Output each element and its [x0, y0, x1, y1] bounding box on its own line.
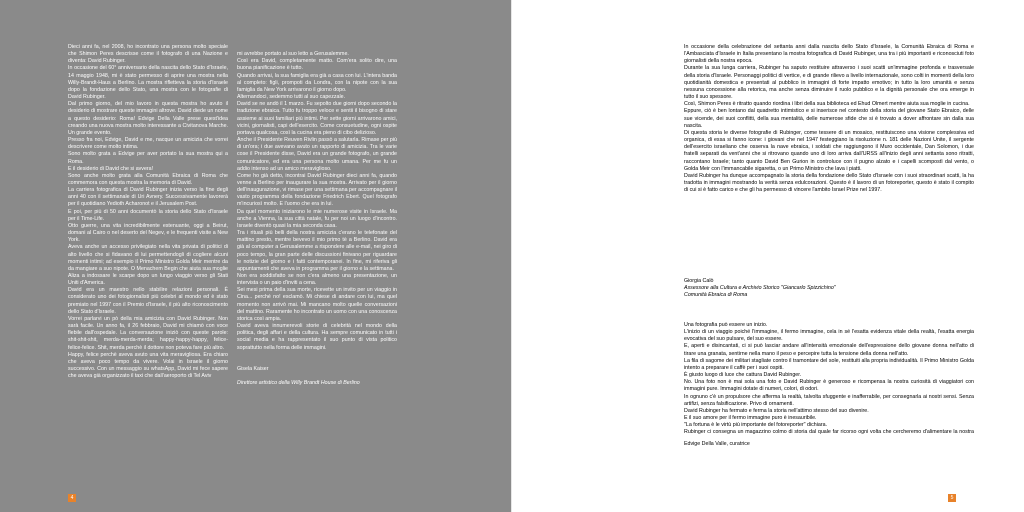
right-page-curator-text: Una fotografia può essere un inizio. L'inizio di un viaggio poiché l'immagine, il fermo immagine, cela in sé l'esatta evidenza vitale della realtà, l'esatta energia evocativa del suo pulsare, del suo essere. E, aperti e disincantati, ci si può lasciar andare all'intensità emozionale dell'espressione dello giovane donna nell'atto di tirare una granata, sentirne nella mano il peso e percepire tutta la tensione della donna nell'atto. La fila di sagome dei militari stagliate contro il tramontare del sole, restituiti alla propria individualità. Il Primo Ministro Golda intento a preparare il caffè per i suoi ospiti. È giusto luogo di luce che cattura David Rubinger. No. Una foto non è mai sola una foto e David Rubinger è generoso e ricompensa la nostra curiosità di viaggiatori con immagini pure. Immagini dotate di numeri, colori, di odori. In ognuno c'è un propulsore che afferma la realtà, talvolta sfuggente e inafferrabile, per consegnarla ai nostri sensi. Senza artifizi, senza falsificazione. Privo di ornamenti. David Rubinger ha fermato e ferma la storia nell'attimo stesso del suo divenire. E il suo amore per il fermo immagine puro è inesauribile. "La fortuna è le virtù più importante del fotoreporter" dichiara. Rubinger ci consegna un magazzino colmo di storia dal quale far ricorso ogni volta che cercheremo d'alimentare la nostra: [684, 322, 974, 434]
left-page-column-2: [237, 44, 397, 474]
signature-name: Gisela Kaiser: [237, 365, 269, 372]
left-page-column-1: Dieci anni fa, nel 2008, ho incontrato una persona molto speciale che Shimon Peres descrisse come il fotografo di una Nazione e diventa: David Rubinger. In occasione del 60° anniversario della nascita dello Stato d'Israele, 14 maggio 1948, mi è stato permesso di aprire una mostra nella Willy-Brandt-Haus a Berlino. La mostra rifletteva la storia d'Israele dopo la fondazione dello Stato, una mostra con le fotografie di David Rubinger. Dal primo giorno, del mio lavoro in questa mostra ho avuto il desiderio di mostrare queste immagini altrove. David diede un nome a questo desiderio: Roma! Edvige Della Valle prese quest'idea creando una nuova mostra molto interessante a Civitanova Marche. Un grande evento. Presso fra noi, Edvige, David e me, nacque un amicizia che vorrei descrivere come molto intima. Sono molto grata a Edvige per aver portato la sua mostra qui a Roma. E il desiderio di David che si avvera! Sono anche molto grata alla Comunità Ebraica di Roma che commemora con questa mostra la memoria di David. La carriera fotografica di David Rubinger inizia verso la fine degli anni 40 con il settimanale di Uri Avnery. Successivamente lavorerà per il quotidiano Yedioth Acharonot e il Jerusalem Post. E poi, per più di 50 anni documentò la storia dello Stato d'Israele per il Time-Life. Otto guerre, una vita incredibilmente estenuante, oggi a Beirut, domani al Cairo o nel deserto del Negev, e le frequenti visite a New York. Aveva anche un accesso privilegiato nella vita privata di politici di alto livello che si fidavano di lui permettendogli di cogliere alcuni momenti intimi; ad esempio il Primo Ministro Golda Meir mentre da da mangiare a suo nipote. O Menachem Begin che aiuta sua moglie Aliza a indossare le scarpe dopo un lungo viaggio verso gli Stati Uniti d'America. David era un maestro nello stabilire relazioni personali. È considerato uno dei fotogiornalisti più celebri al mondo ed è stato premiato nel 1997 con il Premio d'Israele, il più alto riconoscimento dello Stato d'Israele. Vorrei parlarvi un pò della mia amicizia con David Rubinger. Non sarà facile. Un anno fa, il 26 febbraio, David mi chiamò con voce flebile dall'ospedale. La conversazione iniziò con queste parole: shit-shit-shit, merda-merda-merda; happy-happy-happy, felice-felice-felice. Shit, merda perchè il dottore non poteva fare più altro. Happy, felice perchè aveva avuto una vita meravigliosa. Era chiaro che aveva poco tempo da vivere. Volai in Israele il giorno successivo. Con un messaggio su whatsApp, David mi fece sapere che aveva già organizzato il taxi che dall'aeroporto di Tel Aviv: [68, 44, 228, 380]
signature-name: Giorgia Calò: [684, 278, 714, 284]
signature-role-line-1: Assessore alla Cultura e Archivio Storico "Giancarlo Spizzichino": [684, 285, 836, 292]
column-2-text: mi avrebbe portato al suo letto a Gerusalemme. Così era David, completamente matto. Com'era solito dire, una buona pianificazione è tutto. Quando arrivai, la sua famiglia era già a casa con lui. L'intera banda al completo: figli, prompoti da Londra, con la nipote con la sua famiglia da New York arrivarono il giorno dopo. Alternandoci, sedemmo tutti al suo capezzale. David se ne andò il 1 marzo. Fu sepolto due giorni dopo secondo la tradizione ebraica. Tutto fu troppo veloce e sentii il bisogno di stare assieme ai suoi familiari più intimi. Per sette giorni arrivarono amici, vicini, giornalisti, capi dell'esercito. Come consuetudine, ogni ospite portava qualcosa, così la cucina era pieno di cibo delizioso. Anche il Presidente Reuven Rivlin passò a salutarla. Rimase per più di un'ora; i due avevano avuto un rapporto di amicizia. Tra le varie cose il Presidente disse, David era un grande fotografo, un grande comunicatore, ed era una persona molto umana. Per me fu un addio intenso ad un amico meraviglioso. Come ho già detto, incontrai David Rubinger dieci anni fa, quando venne a Berlino per inaugurare la sua mostra. Arrivato per il giorno dell'inaugurazione, vi rimase per una settimana per accompagnare il vasto programma della fondazione Friedrich Ebert. Quel fotografo m'incuriosì molto. E l'uomo che era in lui. Da quel momento iniziarono le mie numerose visite in Israele. Ma anche a Vienna, la sua città natale, fu per noi un luogo d'incontro. Israele diventò quasi la mia seconda casa. Tra i rituali più belli della nostra amicizia c'erano le telefonate del mattino presto, mentre bevevo il mio primo tè a Berlino. David era già al computer a Gerusalemme a rispondere alle e-mail, nei giro di poco tempo, la gran parte delle discussioni finivano per riguardare le notizie del giorno e i fatti contemporanei. In fine, mi riferiva gli appuntamenti che aveva in programma per il giorno e la settimana. Non era soddisfatto se non c'era almeno una presentazione, un intervista o un paio d'inviti a cena. Sei mesi prima della sua morte, ricevette un invito per un viaggio in Cina... perché no! esclamò. Mi chiese di andare con lui, ma quel momento non arrivò mai. Mi mancano molto quelle conversazioni del mattino. Raramente ho incontrato un uomo con una conoscenza storica così ampia. David aveva innumerevoli storie di celebrità nel mondo della politica, degli affari e della cultura. Ha sempre comunicato in tutti i social media e ha rappresentato il suo punto di vista politico soprattutto nella forma delle immagini.: [237, 51, 397, 351]
signature-gisela: [237, 359, 397, 395]
signature-giorgia: [684, 278, 974, 300]
page-number-right: 5: [948, 494, 956, 502]
signature-edvige: Edvige Della Valle, curatrice: [684, 441, 750, 447]
page-number-left: 4: [68, 494, 76, 502]
signature-role: Direttore artistico della Willy Brandt House di Berlino: [237, 380, 360, 387]
signature-role-line-2: Comunità Ebraica di Roma: [684, 292, 748, 299]
right-page-intro-text: In occasione della celebrazione del settanta anni dalla nascita dello Stato d'Israele, la Comunità Ebraica di Roma e l'Ambasciata d'Israele in Italia presentano la mostra fotografica di David Rubinger, una tra i più importanti e riconosciuti foto giornalisti della nostra epoca. Durante la sua lunga carriera, Rubinger ha saputo restituire attraverso i suoi scatti un'immagine profonda e trasversale della storia d'Israele. Personaggi politici di vertice, e di grande rilievo a livello internazionale, sono colti in momenti della loro quotidianità domestica e presentati al pubblico in immagini di forte impatto emotivo; in tutto la loro umanità e senza nessuna concessione alla retorica, ma anche senza diminuire il ruolo pubblico e la dignità personale che ora emerge in tutto il suo spessore. Così, Shimon Peres è ritratto quando riordina i libri della sua biblioteca ed Ehud Olmert mentre aiuta sua moglie in cucina. Eppure, ciò è ben lontano dal quadretto intimistico e si inserisce nel contesto della storia del giovane Stato Ebraico, delle sue vicende, dei suoi conflitti, della sua mentalità, delle numerose sfide che si è trovato a dover affrontare sin dalla sua nascita. Di questa storia le diverse fotografie di Rubinger, come tessere di un mosaico, restituiscono una visione complessiva ed organica, di essa si fanno icone: i giovani che nel 1947 festeggiano la risoluzione n. 181 delle Nazioni Unite, il sergente dell'esercito israeliano che osserva la nave ebraica, i soldati che raggiungono il Muro occidentale, Dan Solomon, i due fratelli separati da vent'anni che si ritrovano quando uno di loro arriva dall'URSS all'inizio degli anni settanta sono ritratti, raccontano Israele; tanto quanto David Ben Gurion in controluce con il pugno alzato e i capelli scompostì dal vento, o Golda Meir con l'immancabile sigaretta, o un Primo Ministro che lava i piatti. David Rubinger ha dunque accompagnato la storia della fondazione dello Stato d'Israele con i suoi straordinari scatti, la ha tradotta in immagini mostrando la verità senza edulcorazioni. Questo è il lavoro di un fotoreporter, questo è stato il compito di cui si è fatto carico e che gli ha permesso di vincere l'ambito Israel Prize nel 1997.: [684, 44, 974, 194]
